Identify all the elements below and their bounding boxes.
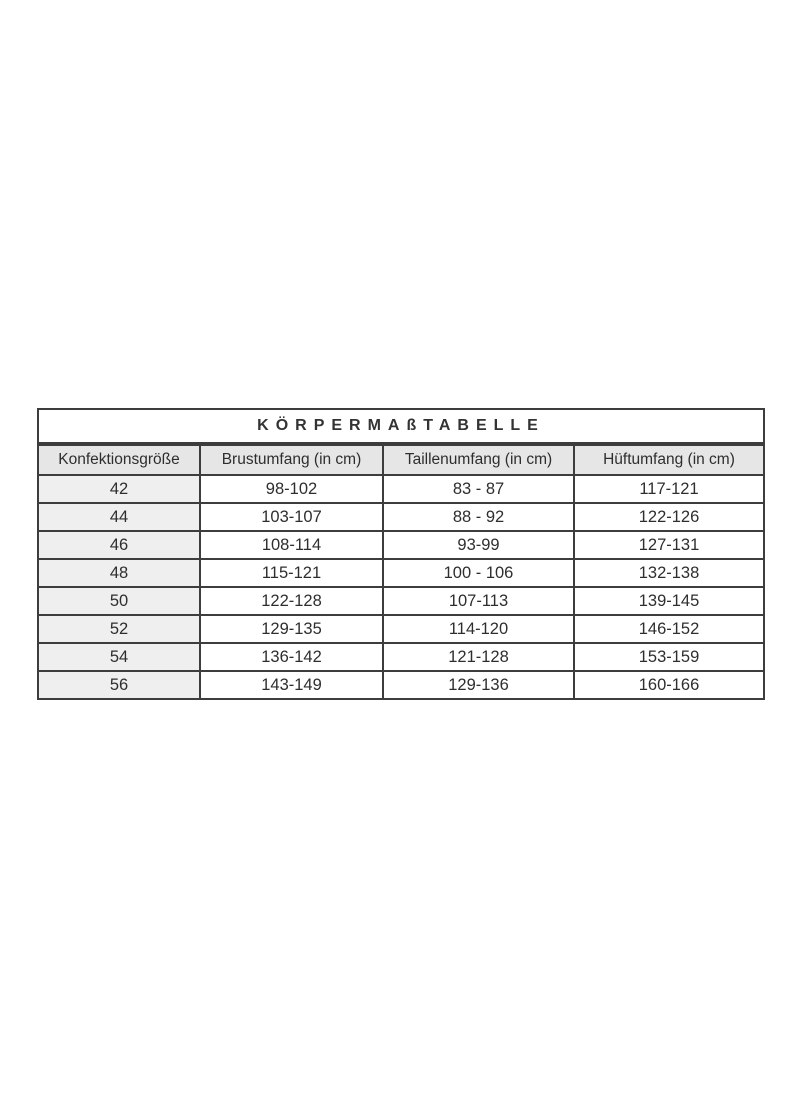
table-row [38, 643, 764, 671]
measurement-cell: 129-135 [200, 615, 383, 643]
measurement-cell: 117-121 [574, 475, 764, 503]
header-cell-taillenumfang: Taillenumfang (in cm) [383, 445, 574, 475]
header-cell-hueftumfang: Hüftumfang (in cm) [574, 445, 764, 475]
table-header-row [38, 445, 764, 475]
measurement-cell: 153-159 [574, 643, 764, 671]
table-title: KÖRPERMAßTABELLE [37, 408, 765, 444]
header-cell-brustumfang: Brustumfang (in cm) [200, 445, 383, 475]
body-measurement-table [37, 408, 765, 700]
measurement-cell: 160-166 [574, 671, 764, 699]
measurement-cell: 103-107 [200, 503, 383, 531]
size-cell: 42 [38, 475, 200, 503]
measurement-cell: 115-121 [200, 559, 383, 587]
measurement-cell: 98-102 [200, 475, 383, 503]
measurement-cell: 136-142 [200, 643, 383, 671]
table-row [38, 587, 764, 615]
measurement-cell: 107-113 [383, 587, 574, 615]
measurement-cell: 127-131 [574, 531, 764, 559]
size-cell: 54 [38, 643, 200, 671]
size-cell: 46 [38, 531, 200, 559]
size-cell: 50 [38, 587, 200, 615]
measurement-cell: 108-114 [200, 531, 383, 559]
table-row [38, 615, 764, 643]
measurement-cell: 88 - 92 [383, 503, 574, 531]
size-cell: 52 [38, 615, 200, 643]
table-row [38, 475, 764, 503]
measurement-cell: 139-145 [574, 587, 764, 615]
size-cell: 48 [38, 559, 200, 587]
measurement-cell: 93-99 [383, 531, 574, 559]
table-row [38, 531, 764, 559]
measurement-cell: 122-126 [574, 503, 764, 531]
measurement-cell: 83 - 87 [383, 475, 574, 503]
measurement-cell: 132-138 [574, 559, 764, 587]
measurement-cell: 122-128 [200, 587, 383, 615]
measurement-cell: 143-149 [200, 671, 383, 699]
table-row [38, 559, 764, 587]
measurement-cell: 114-120 [383, 615, 574, 643]
header-cell-konfektionsgroesse: Konfektionsgröße [38, 445, 200, 475]
table-row [38, 503, 764, 531]
measurement-cell: 146-152 [574, 615, 764, 643]
measurement-cell: 121-128 [383, 643, 574, 671]
measurement-cell: 100 - 106 [383, 559, 574, 587]
size-table-container [37, 408, 763, 700]
size-cell: 44 [38, 503, 200, 531]
table-body [38, 475, 764, 699]
table-row [38, 671, 764, 699]
size-cell: 56 [38, 671, 200, 699]
measurement-cell: 129-136 [383, 671, 574, 699]
